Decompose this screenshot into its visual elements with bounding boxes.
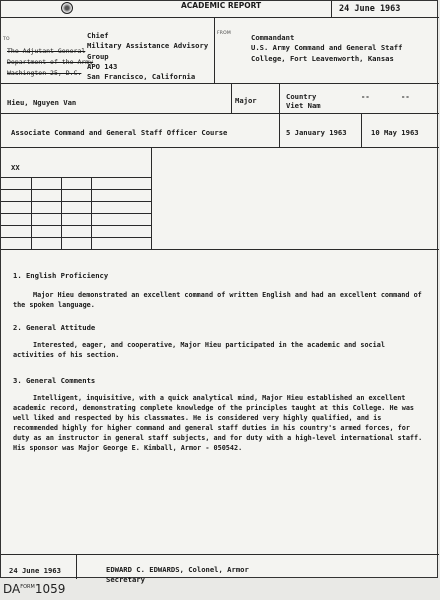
report-date: 24 June 1963 — [339, 4, 401, 14]
student-name: Hieu, Nguyen Van — [7, 98, 77, 107]
seal-emblem — [61, 2, 73, 14]
to-line-4: San Francisco, California — [87, 72, 196, 81]
from-label: FROM — [217, 31, 231, 36]
from-line-3: College, Fort Leavenworth, Kansas — [251, 54, 394, 63]
form-title: ACADEMIC REPORT — [181, 1, 262, 10]
to-line-1: Military Assistance Advisory — [87, 41, 209, 50]
to-line-2: Group — [87, 52, 109, 61]
signature-name: EDWARD C. EDWARDS, Colonel, Armor — [106, 565, 249, 574]
to-struck-line-2: Department of the Army — [7, 58, 94, 66]
signature-date: 24 June 1963 — [9, 566, 61, 575]
to-struck-line-3: Washington 25, D.C. — [7, 69, 82, 77]
section-2-heading: 2. General Attitude — [13, 323, 96, 332]
to-label: TO — [3, 37, 10, 42]
to-struck-line-1: The Adjutant General — [7, 47, 86, 55]
to-line-3: APO 143 — [87, 62, 118, 71]
from-line-2: U.S. Army Command and General Staff — [251, 43, 403, 52]
section-1-heading: 1. English Proficiency — [13, 271, 109, 280]
report-form: ACADEMIC REPORT 24 June 1963 TO The Adjutant General Department of the Army Washington 25, D.C. Chief Military Assistance Advisory Group APO 143 San Francisco, California FROM Commandant U.S. Army Command and General Staff College, Fort Leavenworth, Kansas Hieu, Nguyen Van Major Country Viet Nam -- -- Associate Command and General Staff Officer Course 5 January 1963 10 May 1963 XX 1. English Proficiency Major Hieu demonstrated an excellent command of written English and had an excellent command of the spoken language. 2. General Attitude Interested, eager, and cooperative, Major Hieu participated in the academic and social activities of his section. 3. General Comments Intelligent, inquisitive, with a quick analytical mind, Major Hieu established an excellent academic record, demonstrating complete knowledge of the principles taught at this College. He was well liked and respected by his classmates. He is considered very highly qualified, and is recommended highly for higher command and general staff duties in his country's armed forces, for duty as an instructor in general staff subjects, and for duty with a high-level international staff. His sponsor was Major George E. Kimball, Armor - 050542. 24 June 1963 EDWARD C. EDWARDS, Colonel, Armor Secretary — [0, 0, 438, 578]
section-3-text: Intelligent, inquisitive, with a quick analytical mind, Major Hieu established an excellent academic record, demonstrating complete knowledge of the principles taught at this College. He was well liked and respected by his classmates. He is considered very highly qualified, and is recommended highly for higher command and general staff duties in his country's armed forces, for duty as an instructor in general staff subjects, and for duty with a high-level international staff. His sponsor was Major George E. Kimball, Armor - 050542. — [13, 394, 423, 452]
form-number: $DA^{FORM}1059$ — [3, 582, 66, 596]
to-chief: Chief — [87, 31, 109, 40]
section-2-text: Interested, eager, and cooperative, Major Hieu participated in the academic and social activities of his section. — [13, 341, 385, 359]
from-line-1: Commandant — [251, 33, 295, 42]
section-3-heading: 3. General Comments — [13, 376, 96, 385]
student-grade: Major — [235, 96, 257, 105]
country-value: Viet Nam — [286, 101, 321, 110]
signature-title: Secretary — [106, 575, 145, 584]
course-name: Associate Command and General Staff Officer Course — [11, 128, 228, 137]
country-label: Country — [286, 92, 317, 101]
course-start-date: 5 January 1963 — [286, 128, 347, 137]
section-1-text: Major Hieu demonstrated an excellent command of written English and had an excellent command of the spoken language. — [13, 291, 422, 309]
xx-mark: XX — [11, 163, 20, 172]
course-end-date: 10 May 1963 — [371, 128, 419, 137]
